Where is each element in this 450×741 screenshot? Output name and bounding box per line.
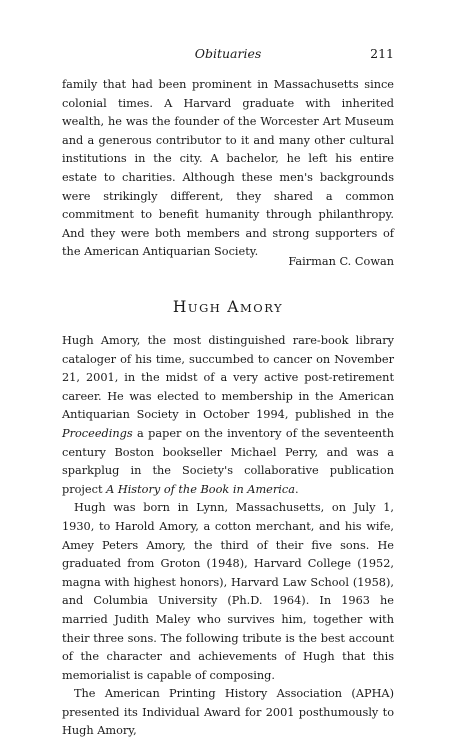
running-title: Obituaries <box>194 46 262 61</box>
section-title-initial-1: H <box>172 298 188 316</box>
paragraph-1-mid: a paper on the inventory of the seventeenth century Boston bookseller Michael Perry, and was a sparkplug in the Society's collaborative publication project <box>62 426 394 496</box>
paragraph-2: Hugh was born in Lynn, Massachusetts, on July 1, 1930, to Harold Amory, a cotton merchant, and his wife, Amey Peters Amory, the third of their five sons. He graduated from Groton (1948), Harvard College (1952, magna with highest honors), Harvard Law School (1958), and Columbia University (Ph.D. 1964). In 1963 he married Judith Maley who survives him, together with their three sons. The following tribute is the best account of the character and achievements of Hugh that this memorialist is capable of composing. <box>62 501 394 682</box>
intro-paragraph-block <box>62 76 394 262</box>
section-title-rest-2: MORY <box>240 301 284 315</box>
intro-paragraph: family that had been prominent in Massachusetts since colonial times. A Harvard graduate with inherited wealth, he was the founder of the Worcester Art Museum and a generous contributor to it and many other cultural institutions in the city. A bachelor, he left his entire estate to charities. Although these men's backgrounds were strikingly different, they shared a common commitment to benefit humanity through philanthropy. And they were both members and strong supporters of the American Antiquarian Society. <box>62 78 394 259</box>
proceedings-title: Proceedings <box>62 426 133 440</box>
page-number: 211 <box>370 46 394 61</box>
obituary-body <box>62 332 394 741</box>
paragraph-1 <box>62 332 394 499</box>
paragraph-1-end: . <box>294 482 299 496</box>
paragraph-1-text: Hugh Amory, the most distinguished rare-book library cataloger of his time, succumbed to cancer on November 21, 2001, in the midst of a very active post-retirement career. He was elected to membership in the American Antiquarian Society in October 1994, published in the <box>62 334 394 422</box>
paragraph-3: The American Printing History Association (APHA) presented its Individual Award for 2001 posthumously to Hugh Amory, <box>62 687 394 738</box>
running-header <box>62 46 394 62</box>
section-title <box>62 298 394 316</box>
author-signature: Fairman C. Cowan <box>288 255 394 268</box>
section-title-rest-1: UGH <box>187 301 222 315</box>
section-title-initial-2: A <box>227 298 240 316</box>
book-history-title: A History of the Book in America <box>106 482 295 496</box>
